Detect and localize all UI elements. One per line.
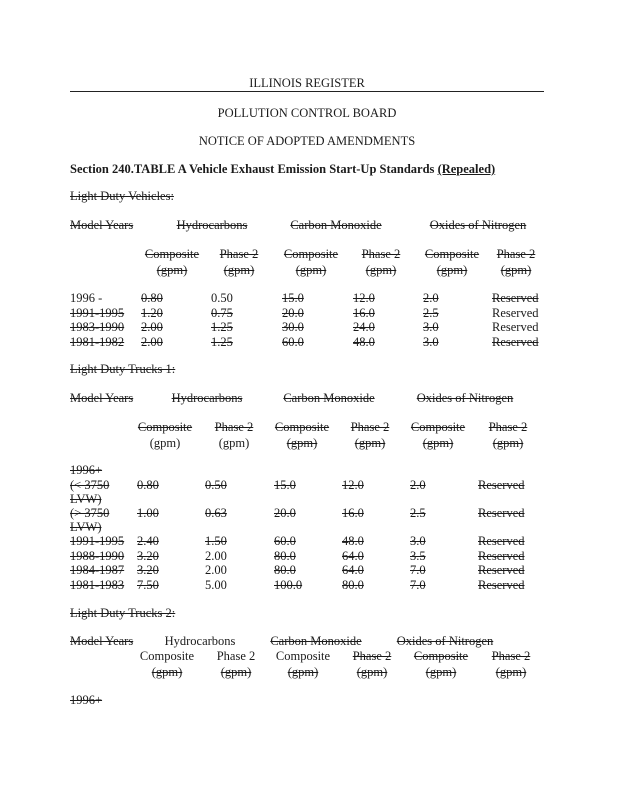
ldt2-year-1996: 1996+ xyxy=(70,693,103,707)
ldt1-sub-header: Composite xyxy=(137,420,193,434)
ldv-sub-header: Composite xyxy=(424,247,480,261)
ldv-sub-header: Phase 2 xyxy=(219,247,259,261)
section-heading xyxy=(70,162,495,177)
ldt1-cell: 80.0 xyxy=(274,549,296,563)
ldt1-cell: 3.0 xyxy=(410,534,426,548)
ldt2-sub-header: Composite xyxy=(413,649,469,663)
ldt1-cell: 1.00 xyxy=(137,506,159,520)
ldt1-cell: 1.50 xyxy=(205,534,227,548)
ldt2-nox-header: Oxides of Nitrogen xyxy=(396,634,494,648)
ldt1-model-years-header: Model Years xyxy=(70,391,134,405)
ldt1-weight-class: LVW) xyxy=(70,492,102,506)
ldt1-weight-class: (> 3750 xyxy=(70,506,110,520)
ldt1-cell: 3.20 xyxy=(137,563,159,577)
ldt2-unit: (gpm) xyxy=(356,665,388,679)
ldt1-cell: 3.20 xyxy=(137,549,159,563)
ldt1-cell: 2.00 xyxy=(205,549,227,563)
ldt2-co-header: Carbon Monoxide xyxy=(270,634,362,648)
ldt1-unit: (gpm) xyxy=(422,436,454,450)
ldt2-unit: (gpm) xyxy=(495,665,527,679)
ldt1-cell: 2.5 xyxy=(410,506,426,520)
ldv-cell: Reserved xyxy=(492,335,539,349)
ldv-cell: 15.0 xyxy=(282,291,304,305)
ldt1-row-year: 1991-1995 xyxy=(70,534,125,548)
ldt1-cell: 48.0 xyxy=(342,534,364,548)
ldt1-cell: 7.0 xyxy=(410,563,426,577)
ldv-unit: (gpm) xyxy=(365,263,397,277)
ldt1-cell: Reserved xyxy=(478,534,525,548)
ldt1-unit: (gpm) xyxy=(492,436,524,450)
register-title: ILLINOIS REGISTER xyxy=(249,76,365,90)
ldt2-hc-header: Hydrocarbons xyxy=(164,634,236,648)
ldt1-cell: 2.40 xyxy=(137,534,159,548)
ldv-title: Light Duty Vehicles: xyxy=(70,189,174,203)
ldt1-cell: 0.63 xyxy=(205,506,227,520)
ldv-cell: 16.0 xyxy=(353,306,375,320)
ldv-sub-header: Composite xyxy=(144,247,200,261)
ldt1-hc-header: Hydrocarbons xyxy=(171,391,243,405)
ldv-co-header: Carbon Monoxide xyxy=(290,218,382,232)
ldt1-unit: (gpm) xyxy=(286,436,318,450)
ldv-cell: 2.5 xyxy=(423,306,439,320)
ldt1-cell: Reserved xyxy=(478,563,525,577)
ldv-unit: (gpm) xyxy=(436,263,468,277)
ldt1-year-1996: 1996+ xyxy=(70,463,103,477)
ldt1-cell: 60.0 xyxy=(274,534,296,548)
ldt1-cell: 16.0 xyxy=(342,506,364,520)
ldt1-sub-header: Phase 2 xyxy=(488,420,528,434)
ldv-cell: 1.20 xyxy=(141,306,163,320)
ldt2-sub-header: Phase 2 xyxy=(216,649,256,663)
ldv-cell: 30.0 xyxy=(282,320,304,334)
ldt1-cell: Reserved xyxy=(478,549,525,563)
ldt1-cell: 12.0 xyxy=(342,478,364,492)
ldt2-title: Light Duty Trucks 2: xyxy=(70,606,176,620)
ldv-row-year: 1981-1982 xyxy=(70,335,125,349)
board-title: POLLUTION CONTROL BOARD xyxy=(217,106,397,120)
ldt1-cell: 7.0 xyxy=(410,578,426,592)
ldt2-sub-header: Composite xyxy=(275,649,331,663)
ldt2-unit: (gpm) xyxy=(425,665,457,679)
ldv-model-years-header: Model Years xyxy=(70,218,134,232)
ldt1-row-year: 1988-1990 xyxy=(70,549,125,563)
ldt1-cell: Reserved xyxy=(478,478,525,492)
ldv-cell: 24.0 xyxy=(353,320,375,334)
notice-title: NOTICE OF ADOPTED AMENDMENTS xyxy=(198,134,416,148)
ldt1-cell: 2.0 xyxy=(410,478,426,492)
ldt2-unit: (gpm) xyxy=(151,665,183,679)
ldt1-cell: 100.0 xyxy=(274,578,303,592)
ldt1-sub-header: Composite xyxy=(274,420,330,434)
ldt2-unit: (gpm) xyxy=(220,665,252,679)
ldv-cell: 3.0 xyxy=(423,320,439,334)
ldt1-nox-header: Oxides of Nitrogen xyxy=(416,391,514,405)
ldt1-cell: 5.00 xyxy=(205,578,227,592)
ldv-nox-header: Oxides of Nitrogen xyxy=(429,218,527,232)
ldv-row-year: 1996 - xyxy=(70,291,103,305)
ldv-sub-header: Composite xyxy=(283,247,339,261)
repealed-label: (Repealed) xyxy=(437,162,496,176)
ldv-row-year: 1991-1995 xyxy=(70,306,125,320)
ldv-cell: 2.00 xyxy=(141,320,163,334)
section-heading-text: Section 240.TABLE A Vehicle Exhaust Emission Start-Up Standards xyxy=(70,162,435,176)
ldt1-cell: Reserved xyxy=(478,578,525,592)
ldt1-row-year: 1984-1987 xyxy=(70,563,125,577)
ldt1-sub-header: Phase 2 xyxy=(214,420,254,434)
ldt2-unit: (gpm) xyxy=(287,665,319,679)
ldv-cell: 3.0 xyxy=(423,335,439,349)
ldt1-co-header: Carbon Monoxide xyxy=(283,391,375,405)
ldt1-cell: 80.0 xyxy=(342,578,364,592)
ldv-unit: (gpm) xyxy=(156,263,188,277)
ldt1-cell: 64.0 xyxy=(342,563,364,577)
ldt1-cell: 7.50 xyxy=(137,578,159,592)
ldt2-sub-header: Composite xyxy=(139,649,195,663)
ldt1-unit: (gpm) xyxy=(149,436,181,450)
ldt2-model-years-header: Model Years xyxy=(70,634,134,648)
ldv-sub-header: Phase 2 xyxy=(361,247,401,261)
ldt2-sub-header: Phase 2 xyxy=(491,649,531,663)
ldv-cell: 0.80 xyxy=(141,291,163,305)
ldt1-weight-class: LVW) xyxy=(70,520,102,534)
ldt1-cell: Reserved xyxy=(478,506,525,520)
ldt1-sub-header: Phase 2 xyxy=(350,420,390,434)
ldv-cell: 0.75 xyxy=(211,306,233,320)
ldv-cell: 20.0 xyxy=(282,306,304,320)
ldv-cell: 48.0 xyxy=(353,335,375,349)
ldt1-title: Light Duty Trucks 1: xyxy=(70,362,176,376)
ldt1-row-year: 1981-1983 xyxy=(70,578,125,592)
ldv-sub-header: Phase 2 xyxy=(496,247,536,261)
ldv-hc-header: Hydrocarbons xyxy=(176,218,248,232)
ldt1-sub-header: Composite xyxy=(410,420,466,434)
ldt2-sub-header: Phase 2 xyxy=(352,649,392,663)
ldv-cell: Reserved xyxy=(492,291,539,305)
ldv-unit: (gpm) xyxy=(223,263,255,277)
ldv-cell: Reserved xyxy=(492,306,539,320)
ldt1-cell: 0.80 xyxy=(137,478,159,492)
ldv-unit: (gpm) xyxy=(295,263,327,277)
ldt1-weight-class: (< 3750 xyxy=(70,478,110,492)
ldt1-cell: 20.0 xyxy=(274,506,296,520)
ldt1-cell: 2.00 xyxy=(205,563,227,577)
ldt1-unit: (gpm) xyxy=(354,436,386,450)
ldv-cell: 2.00 xyxy=(141,335,163,349)
ldv-cell: Reserved xyxy=(492,320,539,334)
ldt1-cell: 15.0 xyxy=(274,478,296,492)
ldt1-cell: 0.50 xyxy=(205,478,227,492)
ldv-cell: 60.0 xyxy=(282,335,304,349)
ldv-cell: 2.0 xyxy=(423,291,439,305)
ldt1-cell: 80.0 xyxy=(274,563,296,577)
ldt1-unit: (gpm) xyxy=(218,436,250,450)
ldt1-cell: 64.0 xyxy=(342,549,364,563)
ldv-cell: 0.50 xyxy=(211,291,233,305)
ldv-row-year: 1983-1990 xyxy=(70,320,125,334)
header-rule xyxy=(70,91,544,92)
ldv-cell: 1.25 xyxy=(211,335,233,349)
ldv-unit: (gpm) xyxy=(500,263,532,277)
ldv-cell: 12.0 xyxy=(353,291,375,305)
ldv-cell: 1.25 xyxy=(211,320,233,334)
ldt1-cell: 3.5 xyxy=(410,549,426,563)
